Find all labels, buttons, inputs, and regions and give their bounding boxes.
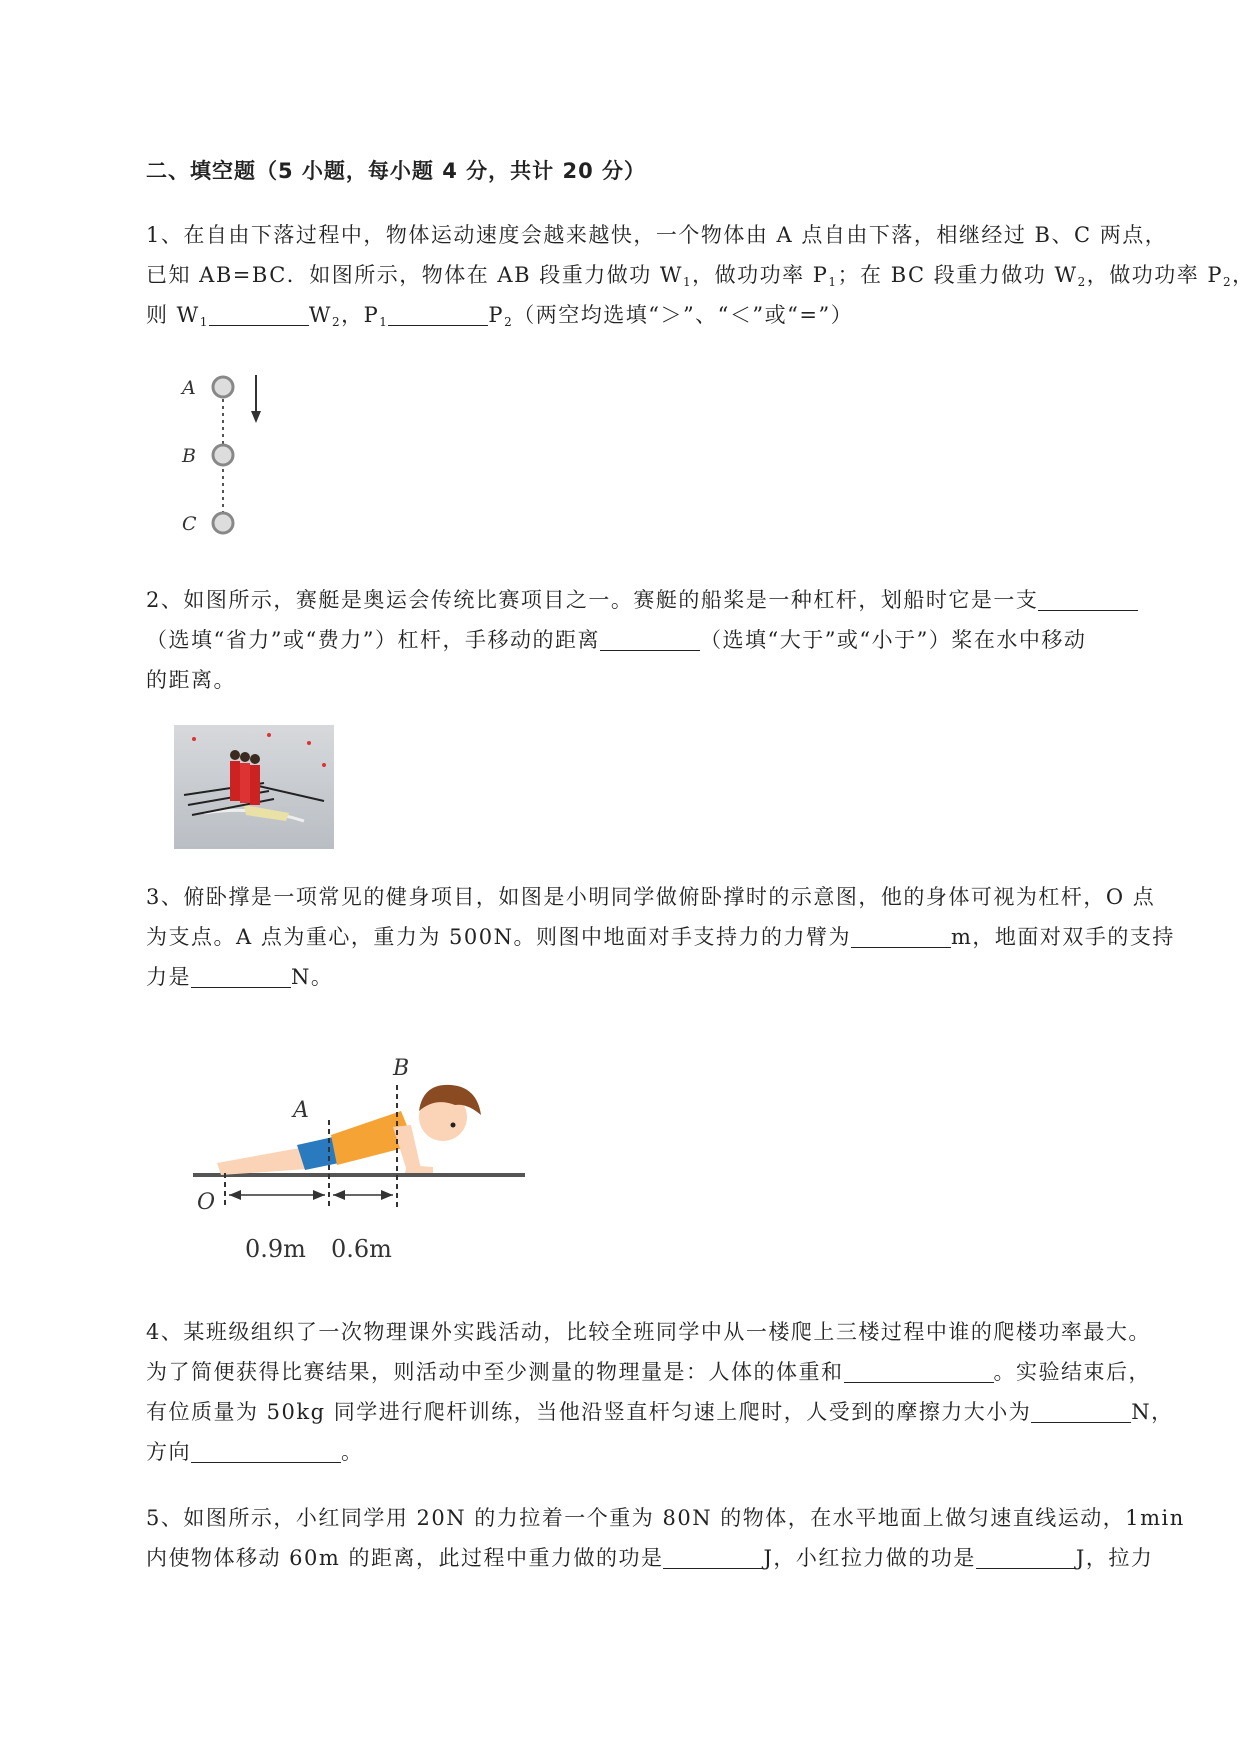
answer-blank[interactable]: [1031, 1398, 1131, 1423]
label-a: A: [293, 1098, 309, 1123]
q3-line-3: 力是 N。: [146, 965, 334, 989]
question-2: [146, 580, 1166, 700]
q2-line-1: 2、如图所示，赛艇是奥运会传统比赛项目之一。赛艇的船桨是一种杠杆，划船时它是一支: [146, 580, 1166, 620]
push-up-diagram: [185, 1045, 530, 1265]
question-4: [146, 1312, 1174, 1472]
distance-label-2: 0.6m: [331, 1235, 392, 1263]
q4-line-2: 为了简便获得比赛结果，则活动中至少测量的物理量是：人体的体重和 。实验结束后，: [146, 1360, 1151, 1384]
answer-blank[interactable]: [600, 626, 700, 651]
falling-ball-diagram: [170, 365, 280, 540]
label-c: C: [182, 513, 197, 535]
q4-line-3: 有位质量为 50kg 同学进行爬杆训练，当他沿竖直杆匀速上爬时，人受到的摩擦力大小为 N，: [146, 1400, 1174, 1424]
answer-blank[interactable]: [1038, 586, 1138, 611]
label-a: A: [182, 377, 196, 399]
answer-blank[interactable]: [851, 923, 951, 948]
answer-blank[interactable]: [663, 1544, 763, 1569]
q3-line-2: 为支点。A 点为重心，重力为 500N。则图中地面对手支持力的力臂为 m，地面对双手的支持: [146, 925, 1175, 949]
distance-label-1: 0.9m: [245, 1235, 306, 1263]
rowing-photo: [174, 725, 334, 849]
section-heading: 二、填空题（5 小题，每小题 4 分，共计 20 分）: [146, 159, 647, 183]
q5-line-1: 5、如图所示，小红同学用 20N 的力拉着一个重为 80N 的物体，在水平地面上做匀速直线运动，1min: [146, 1506, 1185, 1530]
q3-line-1: 3、俯卧撑是一项常见的健身项目，如图是小明同学做俯卧撑时的示意图，他的身体可视为杠杆，O 点: [146, 885, 1156, 909]
q4-line-1: 4、某班级组织了一次物理课外实践活动，比较全班同学中从一楼爬上三楼过程中谁的爬楼功率最大。: [146, 1320, 1151, 1344]
label-b: B: [393, 1056, 410, 1081]
q4-line-4: 方向 。: [146, 1440, 364, 1464]
question-5: [146, 1498, 1185, 1578]
answer-blank[interactable]: [844, 1358, 994, 1383]
label-o: O: [197, 1190, 216, 1215]
q1-line-1: 1、在自由下落过程中，物体运动速度会越来越快，一个物体由 A 点自由下落，相继经过 B、C 两点，: [146, 223, 1168, 247]
question-1: [146, 215, 1255, 335]
answer-blank[interactable]: [976, 1544, 1076, 1569]
q2-line-2: （选填“省力”或“费力”）杠杆，手移动的距离 （选填“大于”或“小于”）桨在水中移动: [146, 628, 1087, 652]
q1-line-2: 已知 AB=BC．如图所示，物体在 AB 段重力做功 $W_1$，做功功率 $P_1$；在 BC 段重力做功 $W_2$，做功功率 $P_2$，: [146, 263, 1255, 289]
label-b: B: [182, 445, 196, 467]
answer-blank[interactable]: [388, 301, 488, 326]
answer-blank[interactable]: [191, 1438, 341, 1463]
q1-line-3: 则 $W_1$ $W_2$，$P_1$ $P_2$（两空均选填“＞”、“＜”或“=”）: [146, 303, 854, 329]
answer-blank[interactable]: [209, 301, 309, 326]
question-3: [146, 877, 1175, 997]
q2-line-3: 的距离。: [146, 668, 236, 692]
q5-line-2: 内使物体移动 60m 的距离，此过程中重力做的功是 J，小红拉力做的功是 J，拉力: [146, 1546, 1154, 1570]
answer-blank[interactable]: [191, 963, 291, 988]
